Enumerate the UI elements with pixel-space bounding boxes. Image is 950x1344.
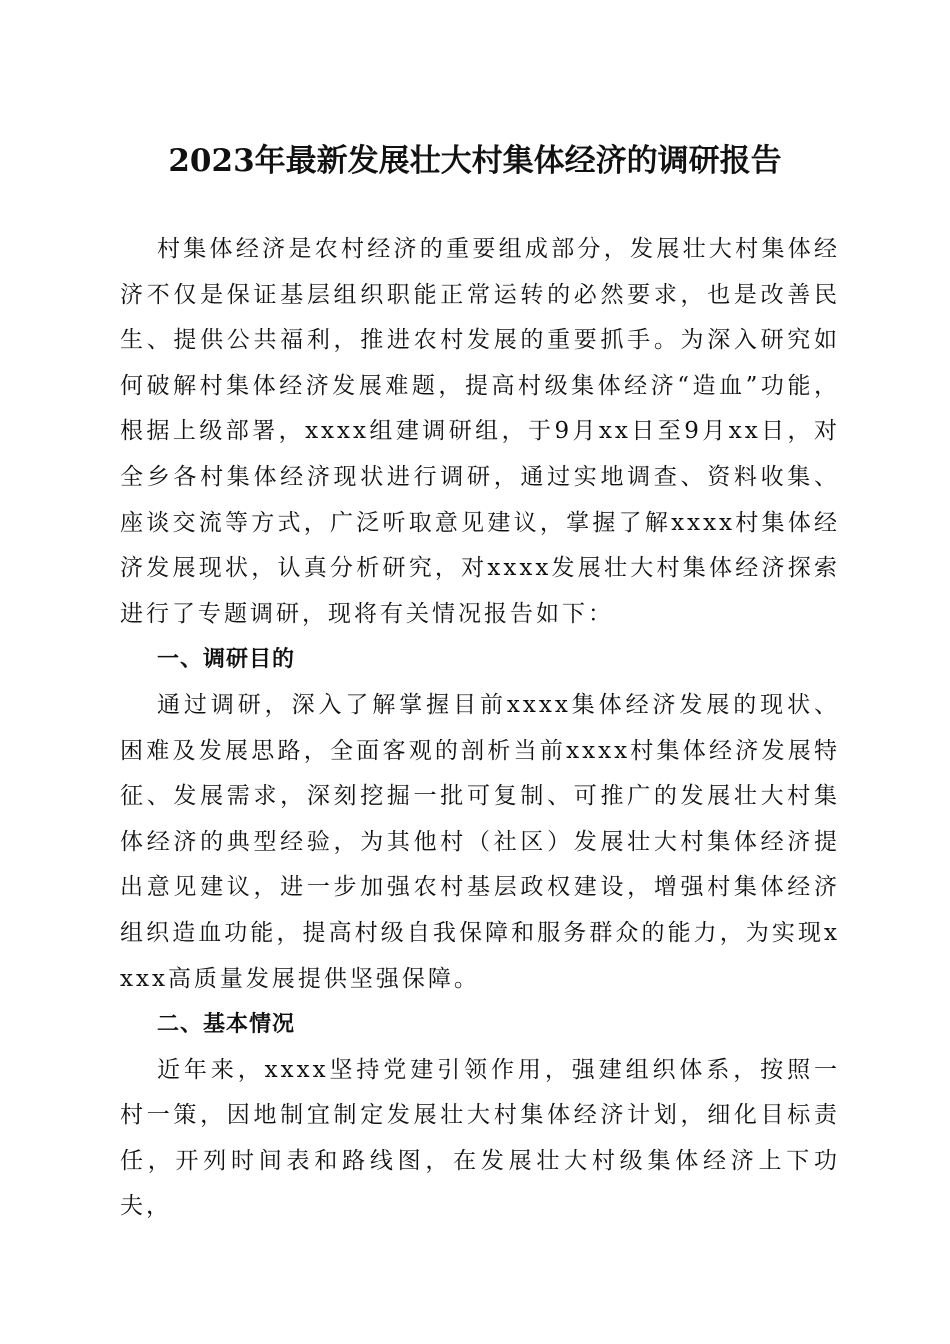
section-paragraph-basic-situation: 近年来，xxxx坚持党建引领作用，强建组织体系，按照一村一策，因地制宜制定发展壮大村集体经济计划，细化目标责任，开列时间表和路线图，在发展壮大村级集体经济上下功夫， — [120, 1056, 840, 1220]
document-title: 2023年最新发展壮大村集体经济的调研报告 — [168, 143, 782, 179]
section-heading-purpose: 一、调研目的 — [157, 647, 296, 673]
section-paragraph-purpose: 通过调研，深入了解掌握目前xxxx集体经济发展的现状、困难及发展思路，全面客观的剖析当前xxxx村集体经济发展特征、发展需求，深刻挖掘一批可复制、可推广的发展壮大村集体经济的典型经验，为其他村（社区）发展壮大村集体经济提出意见建议，进一步加强农村基层政权建设，增强村集体经济组织造血功能，提高村级自我保障和服务群众的能力，为实现xxxx高质量发展提供坚强保障。 — [120, 691, 840, 992]
document-body — [120, 227, 840, 1230]
intro-paragraph: 村集体经济是农村经济的重要组成部分，发展壮大村集体经济不仅是保证基层组织职能正常运转的必然要求，也是改善民生、提供公共福利，推进农村发展的重要抓手。为深入研究如何破解村集体经济发展难题，提高村级集体经济“造血”功能，根据上级部署，xxxx组建调研组，于9月xx日至9月xx日，对全乡各村集体经济现状进行调研，通过实地调查、资料收集、座谈交流等方式，广泛听取意见建议，掌握了解xxxx村集体经济发展现状，认真分析研究，对xxxx发展壮大村集体经济探索进行了专题调研，现将有关情况报告如下： — [120, 236, 840, 627]
section-heading-basic-situation: 二、基本情况 — [157, 1012, 296, 1038]
